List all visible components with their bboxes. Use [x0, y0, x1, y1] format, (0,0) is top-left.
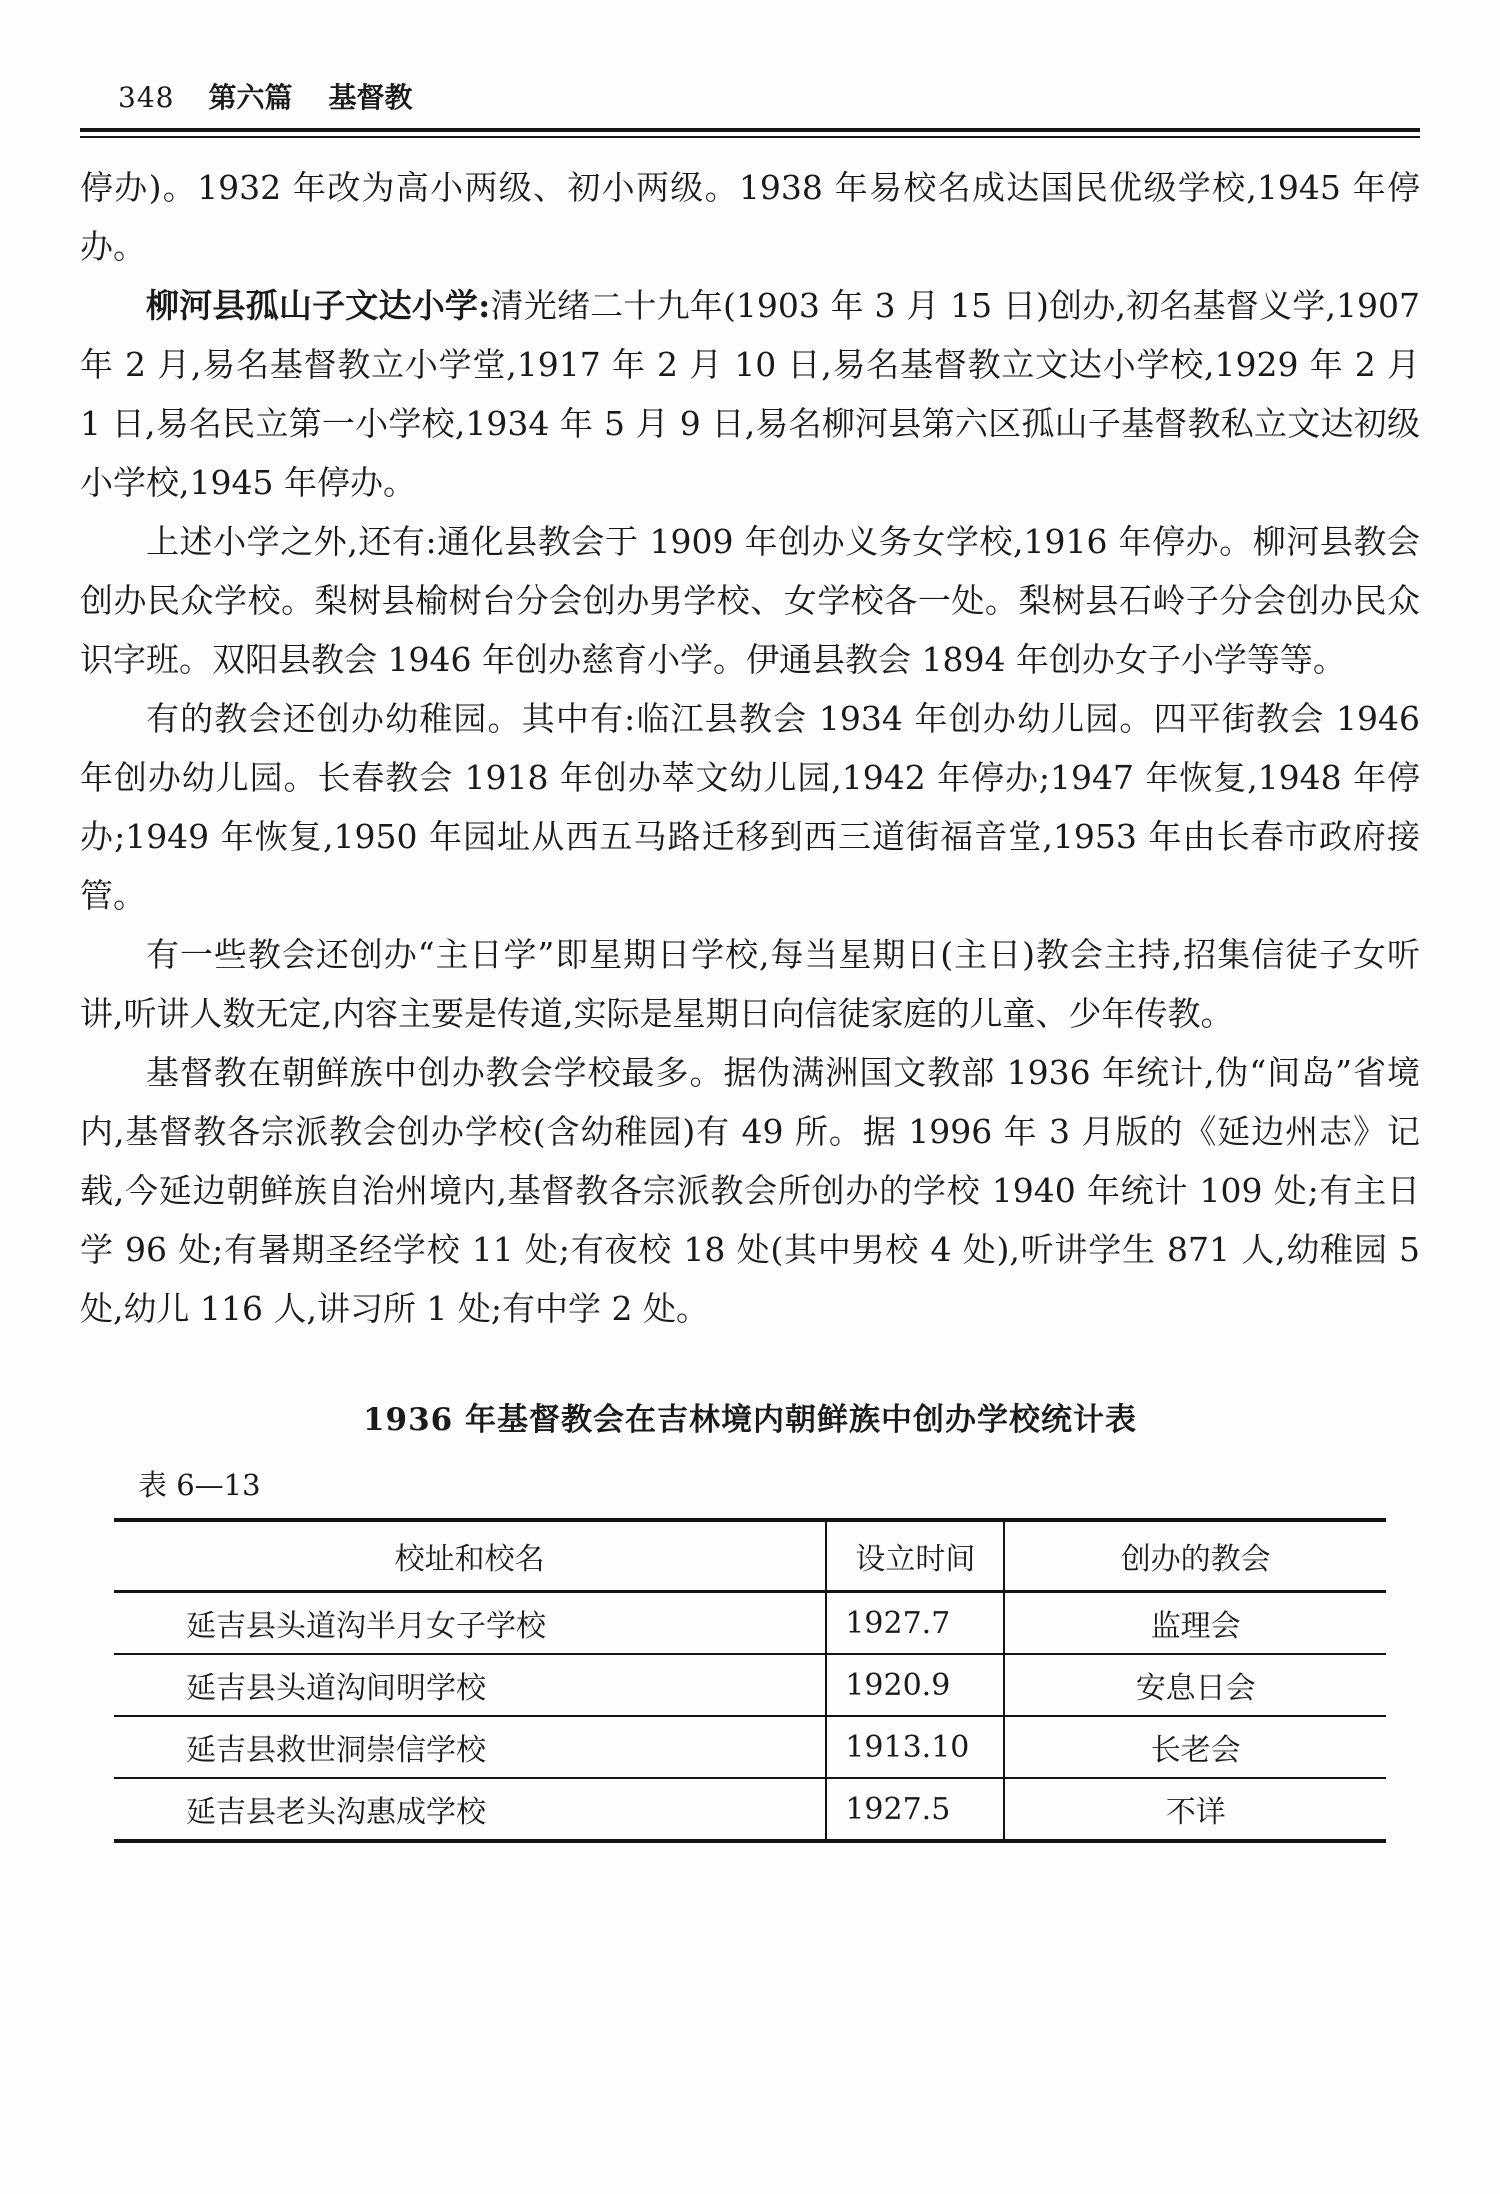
paragraph-5 [80, 925, 1420, 1043]
cell-school-name: 延吉县头道沟间明学校 [114, 1654, 826, 1716]
table-row [114, 1716, 1386, 1778]
table-header-row [114, 1520, 1386, 1592]
cell-founding-date: 1913.10 [826, 1716, 1004, 1778]
cell-founding-date: 1927.7 [826, 1592, 1004, 1655]
schools-statistics-table [114, 1518, 1386, 1843]
cell-school-name: 延吉县老头沟惠成学校 [114, 1778, 826, 1841]
cell-founding-date: 1920.9 [826, 1654, 1004, 1716]
section-label: 第六篇 [208, 81, 293, 114]
paragraph-1-text: 停办)。1932 年改为高小两级、初小两级。1938 年易校名成达国民优级学校,1945 年停办。 [80, 168, 1420, 266]
header-school-name: 校址和校名 [114, 1520, 826, 1592]
table-row [114, 1778, 1386, 1841]
running-header [80, 76, 1420, 114]
header-founding-date: 设立时间 [826, 1520, 1004, 1592]
paragraph-3-text: 上述小学之外,还有:通化县教会于 1909 年创办义务女学校,1916 年停办。柳河县教会创办民众学校。梨树县榆树台分会创办男学校、女学校各一处。梨树县石岭子分会创办民众识字班。双阳县教会 1946 年创办慈育小学。伊通县教会 1894 年创办女子小学等等。 [80, 522, 1420, 679]
paragraph-2-lead: 柳河县孤山子文达小学: [146, 286, 491, 325]
paragraph-2-text: 清光绪二十九年(1903 年 3 月 15 日)创办,初名基督义学,1907 年 2 月,易名基督教立小学堂,1917 年 2 月 10 日,易名基督教立文达小学校,1929 年 2 月 1 日,易名民立第一小学校,1934 年 5 月 9 日,易名柳河县第六区孤山子基督教私立文达初级小学校,1945 年停办。 [80, 286, 1420, 502]
cell-school-name: 延吉县救世洞崇信学校 [114, 1716, 826, 1778]
cell-school-name: 延吉县头道沟半月女子学校 [114, 1592, 826, 1655]
cell-founding-church: 监理会 [1004, 1592, 1386, 1655]
paragraph-1 [80, 158, 1420, 276]
table-number-label: 表 6—13 [138, 1468, 261, 1502]
cell-founding-church: 长老会 [1004, 1716, 1386, 1778]
header-divider-rule [80, 128, 1420, 138]
cell-founding-church: 不详 [1004, 1778, 1386, 1841]
paragraph-5-text: 有一些教会还创办“主日学”即星期日学校,每当星期日(主日)教会主持,招集信徒子女听讲,听讲人数无定,内容主要是传道,实际是星期日向信徒家庭的儿童、少年传教。 [80, 935, 1420, 1033]
cell-founding-date: 1927.5 [826, 1778, 1004, 1841]
body-text [80, 158, 1420, 1338]
table-title: 1936 年基督教会在吉林境内朝鲜族中创办学校统计表 [362, 1402, 1138, 1438]
table-row [114, 1654, 1386, 1716]
paragraph-3 [80, 512, 1420, 689]
cell-founding-church: 安息日会 [1004, 1654, 1386, 1716]
chapter-title: 基督教 [328, 81, 413, 114]
paragraph-2 [80, 276, 1420, 512]
paragraph-4-text: 有的教会还创办幼稚园。其中有:临江县教会 1934 年创办幼儿园。四平街教会 1946 年创办幼儿园。长春教会 1918 年创办萃文幼儿园,1942 年停办;1947 年恢复,1948 年停办;1949 年恢复,1950 年园址从西五马路迁移到西三道街福音堂,1953 年由长春市政府接管。 [80, 699, 1420, 915]
page-number: 348 [118, 81, 175, 114]
paragraph-6-text: 基督教在朝鲜族中创办教会学校最多。据伪满洲国文教部 1936 年统计,伪“间岛”省境内,基督教各宗派教会创办学校(含幼稚园)有 49 所。据 1996 年 3 月版的《延边州志》记载,今延边朝鲜族自治州境内,基督教各宗派教会所创办的学校 1940 年统计 109 处;有主日学 96 处;有暑期圣经学校 11 处;有夜校 18 处(其中男校 4 处),听讲学生 871 人,幼稚园 5 处,幼儿 116 人,讲习所 1 处;有中学 2 处。 [80, 1053, 1420, 1328]
paragraph-4 [80, 689, 1420, 925]
header-founding-church: 创办的教会 [1004, 1520, 1386, 1592]
paragraph-6 [80, 1043, 1420, 1338]
table-row [114, 1592, 1386, 1655]
